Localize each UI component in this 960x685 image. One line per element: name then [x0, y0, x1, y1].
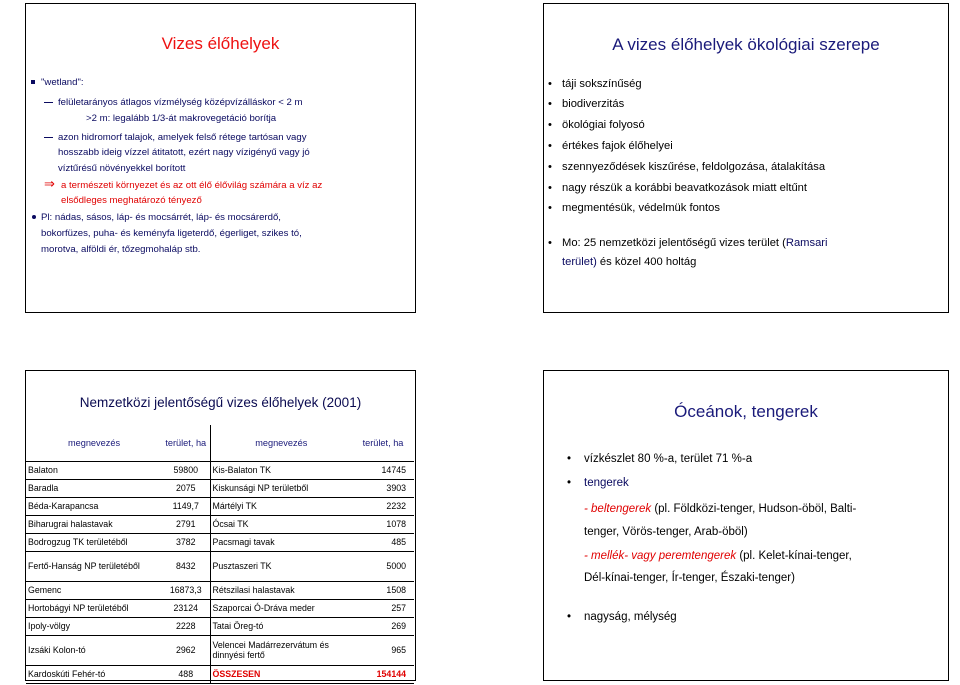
table-row [26, 599, 414, 617]
bullet-icon: • [548, 182, 552, 194]
table-cell: 16873,3 [162, 581, 210, 599]
table-cell: Ócsai TK [210, 515, 352, 533]
dash-bullet-icon [44, 137, 53, 138]
table-cell: Mártélyi TK [210, 497, 352, 515]
slide2-list-item: • értékes fajok élőhelyei [548, 140, 673, 152]
table-cell: 2075 [162, 479, 210, 497]
ramsar-table [26, 425, 414, 684]
bullet-icon: • [548, 161, 552, 173]
table-cell: Pacsmagi tavak [210, 533, 352, 551]
header-name-1: megnevezés [26, 425, 162, 461]
bullet-icon: • [548, 119, 552, 131]
table-cell: 257 [352, 599, 414, 617]
table-cell: Gemenc [26, 581, 162, 599]
table-cell: 965 [352, 635, 414, 665]
bullet-icon: • [548, 78, 552, 90]
slide-wetlands [25, 3, 416, 313]
slide1-line: víztűrésű növényekkel borított [58, 163, 186, 174]
table-cell: 2962 [162, 635, 210, 665]
slide1-title: Vizes élőhelyek [161, 34, 280, 53]
table-cell: 1078 [352, 515, 414, 533]
slide1-line: >2 m: legalább 1/3-át makrovegetáció borítja [86, 113, 277, 124]
slide2-list-item: • szennyeződések kiszűrése, feldolgozása, átalakítása [548, 161, 826, 173]
slide4-title: Óceánok, tengerek [674, 402, 818, 421]
slide-oceans [543, 370, 949, 681]
table-cell: Szaporcai Ó-Dráva meder [210, 599, 352, 617]
table-cell: Kardoskúti Fehér-tó [26, 665, 162, 683]
slide2-list-item: • ökológiai folyosó [548, 119, 645, 131]
table-cell: Pusztaszeri TK [210, 551, 352, 581]
slide2-extra-line2: terület) és közel 400 holtág [562, 256, 697, 268]
slide4-bullet-3: • nagyság, mélység [567, 611, 677, 623]
slide1-line: felületarányos átlagos vízmélység középvízálláskor < 2 m [58, 97, 303, 108]
table-cell: 485 [352, 533, 414, 551]
table-cell: 2232 [352, 497, 414, 515]
table-row [26, 581, 414, 599]
table-cell: Rétszilasi halastavak [210, 581, 352, 599]
table-row [26, 635, 414, 665]
table-cell: 2228 [162, 617, 210, 635]
table-cell: Baradla [26, 479, 162, 497]
implies-arrow-icon: ⇒ [44, 176, 55, 191]
table-row [26, 617, 414, 635]
table-row [26, 461, 414, 479]
table-row [26, 479, 414, 497]
table-cell: Fertő-Hanság NP területéből [26, 551, 162, 581]
bullet-icon: • [548, 140, 552, 152]
table-cell: 8432 [162, 551, 210, 581]
slide2-title: A vizes élőhelyek ökológiai szerepe [612, 35, 880, 54]
slide1-line: hosszabb ideig vízzel átitatott, ezért nagy vízigényű vagy jó [58, 147, 310, 158]
slide1-line: "wetland": [41, 77, 84, 88]
table-cell: 2791 [162, 515, 210, 533]
header-area-2: terület, ha [352, 425, 414, 461]
slide4-sub-2b: Dél-kínai-tenger, Ír-tenger, Északi-tenger) [584, 572, 795, 584]
slide1-line: elsődleges meghatározó tényező [61, 195, 202, 206]
bullet-icon: • [567, 611, 572, 623]
table-cell: 488 [162, 665, 210, 683]
bullet-icon: • [567, 453, 572, 465]
table-cell: 1149,7 [162, 497, 210, 515]
table-cell: 14745 [352, 461, 414, 479]
slide1-line: azon hidromorf talajok, amelyek felső rétege tartósan vagy [58, 132, 307, 143]
table-cell: 59800 [162, 461, 210, 479]
table-cell: 154144 [352, 665, 414, 683]
table-cell: Hortobágyi NP területéből [26, 599, 162, 617]
table-cell: Velencei Madárrezervátum és dinnyési fertő [210, 635, 352, 665]
dot-bullet-icon [32, 215, 36, 219]
slide-ecological-role [543, 3, 949, 313]
header-area-1: terület, ha [162, 425, 210, 461]
table-header-row [26, 425, 414, 461]
slide2-list-item: • táji sokszínűség [548, 78, 642, 90]
slide4-sub-1b: tenger, Vörös-tenger, Arab-öböl) [584, 526, 748, 538]
table-row [26, 515, 414, 533]
table-cell: 5000 [352, 551, 414, 581]
table-cell: Balaton [26, 461, 162, 479]
bullet-icon: • [567, 477, 572, 489]
slide4-bullet-2: • tengerek [567, 477, 629, 489]
slide1-line: Pl: nádas, sásos, láp- és mocsárrét, láp- és mocsárerdő, [41, 212, 281, 223]
table-cell: Bodrogzug TK területéből [26, 533, 162, 551]
header-name-2: megnevezés [210, 425, 352, 461]
slide3-title: Nemzetközi jelentőségű vizes élőhelyek (2001) [79, 395, 362, 410]
slide1-line: bokorfüzes, puha- és keményfa ligeterdő, égerliget, szikes tó, [41, 228, 302, 239]
slide4-bullet-1: • vízkészlet 80 %-a, terület 71 %-a [567, 453, 753, 465]
table-row [26, 497, 414, 515]
bullet-icon: • [548, 98, 552, 110]
table-cell: Kis-Balaton TK [210, 461, 352, 479]
slide2-list-item: • biodiverzitás [548, 98, 625, 110]
table-cell: Izsáki Kolon-tó [26, 635, 162, 665]
table-cell: Kiskunsági NP területből [210, 479, 352, 497]
table-cell: Tatai Öreg-tó [210, 617, 352, 635]
table-cell: 23124 [162, 599, 210, 617]
slide1-line: a természeti környezet és az ott élő élővilág számára a víz az [61, 180, 323, 191]
slide4-sub-2a: - mellék- vagy peremtengerek (pl. Kelet-kínai-tenger, [584, 550, 852, 562]
bullet-icon: • [548, 202, 552, 214]
table-cell: 3782 [162, 533, 210, 551]
slide2-extra-line1: • Mo: 25 nemzetközi jelentőségű vizes terület (Ramsari [548, 237, 828, 249]
table-cell: 1508 [352, 581, 414, 599]
bullet-icon: • [548, 237, 552, 249]
table-cell: ÖSSZESEN [210, 665, 352, 683]
table-row [26, 533, 414, 551]
dash-bullet-icon [44, 102, 53, 103]
table-cell: 269 [352, 617, 414, 635]
slide1-line: morotva, alföldi ér, tőzegmohaláp stb. [41, 244, 201, 255]
table-row [26, 665, 414, 683]
slide4-sub-1a: - beltengerek (pl. Földközi-tenger, Hudson-öböl, Balti- [584, 503, 857, 515]
table-cell: Biharugrai halastavak [26, 515, 162, 533]
table-row [26, 551, 414, 581]
square-bullet-icon [31, 80, 35, 84]
table-cell: 3903 [352, 479, 414, 497]
slide2-list-item: • megmentésük, védelmük fontos [548, 202, 720, 214]
slide-ramsar-table [25, 370, 416, 681]
slide2-list-item: • nagy részük a korábbi beavatkozások miatt eltűnt [548, 182, 808, 194]
table-cell: Ipoly-völgy [26, 617, 162, 635]
table-cell: Béda-Karapancsa [26, 497, 162, 515]
